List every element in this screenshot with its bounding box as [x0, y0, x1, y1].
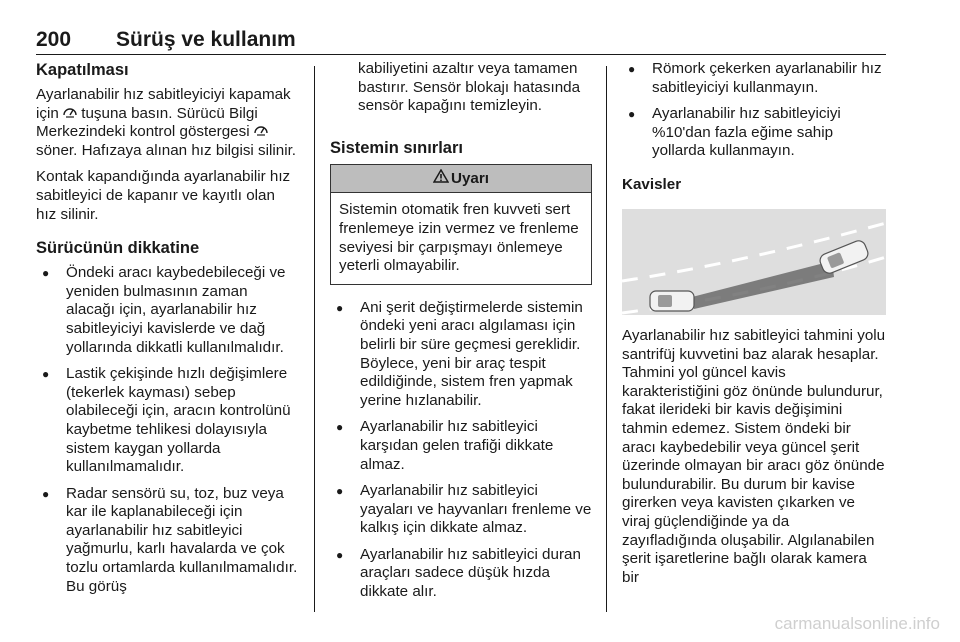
- curve-illustration: [622, 209, 886, 315]
- list-item: ● Ayarlanabilir hız sabitleyici duran araçları sadece düşük hızda dikkate alır.: [330, 546, 592, 602]
- cruise-control-icon: [254, 123, 268, 142]
- paragraph-continued: kabiliyetini azaltır veya tamamen bastırır. Sensör blokajı hatasında sensör kapağını temizleyin.: [358, 60, 581, 115]
- attention-list: [36, 264, 298, 596]
- list-item: ● Ayarlanabilir hız sabitleyici karşıdan gelen trafiği dikkate almaz.: [330, 418, 592, 474]
- watermark: carmanualsonline.info: [774, 614, 940, 633]
- heading-limits: Sistemin sınırları: [330, 138, 463, 157]
- own-car-icon: [650, 291, 694, 311]
- paragraph-ignition: Kontak kapandığında ayarlanabilir hız sabitleyici de kapanır ve kayıtlı olan hız silinir.: [36, 168, 291, 223]
- column-2: [330, 60, 592, 610]
- cruise-control-icon: [63, 105, 77, 124]
- list-item: ● Ayarlanabilir hız sabitleyiciyi %10'dan fazla eğime sahip yollarda kullanmayın.: [622, 105, 886, 161]
- warning-text: Sistemin otomatik fren kuvveti sert frenlemeye izin vermez ve frenleme seviyesi bir çarpışmayı önlemeye yeterli olmayabilir.: [339, 201, 579, 275]
- list-item: ● Lastik çekişinde hızlı değişimlere (tekerlek kayması) sebep olabileceği için, aracın kontrolünü kaybetme tehlikesi dolayısıyla sistem kaygan yollarda kullanılmamalıdır.: [36, 365, 298, 477]
- warning-triangle-icon: [433, 169, 449, 188]
- list-item: ● Radar sensörü su, toz, buz veya kar ile kaplanabileceği için ayarlanabilir hız sabitleyici yağmurlu, karlı havalarda ve çok tozlu ortamlarda kullanılmamalıdır. Bu görüş: [36, 485, 298, 597]
- limits-list-continued: [622, 60, 886, 161]
- heading-off: Kapatılması: [36, 61, 129, 79]
- heading-curves: Kavisler: [622, 175, 682, 193]
- page-header: [36, 28, 886, 55]
- list-item: ● Öndeki aracı kaybedebileceği ve yeniden bulmasının zaman alacağı için, ayarlanabilir hız sabitleyiciyi kavislerde ve dağ yollarında dikkatli kullanılmalıdır.: [36, 264, 298, 357]
- list-item: ● Ani şerit değiştirmelerde sistemin öndeki yeni aracı algılaması için belirli bir süre geçmesi gereklidir. Böylece, yeni bir araç tespit edildiğinde, sistem fren yapmak yerine hızlanabilir.: [330, 299, 592, 411]
- section-title: Sürüş ve kullanım: [116, 28, 296, 51]
- warning-header: [331, 165, 591, 194]
- column-1: [36, 60, 298, 604]
- paragraph-curves: Ayarlanabilir hız sabitleyici tahmini yolu santrifüj kuvvetini baz alarak hesaplar. Tahmini yol güncel kavis karakteristiğini göz önünde bulundurur, fakat ilerideki bir kavis değişimini tahmin edemez. Sistem öndeki bir aracı kaybedebilir veya güncel şerit üzerinde olmayan bir aracı göz önünde bulundurabilir. Bu durum bir kavise girerken veya kavisten çıkarken ve viraj güçlendiğinde ya da zayıfladığında oluşabilir. Algılanabilen şerit işaretlerine bağlı olarak kamera bir: [622, 326, 886, 586]
- page-number: 200: [36, 28, 72, 51]
- paragraph-off: Ayarlanabilir hız sabitleyiciyi kapamak için tuşuna basın. Sürücü Bilgi Merkezindeki kontrol göstergesi söner. Hafızaya alınan hız bilgisi silinir.: [36, 86, 297, 159]
- column-divider: [314, 66, 315, 612]
- list-item: ● Römork çekerken ayarlanabilir hız sabitleyiciyi kullanmayın.: [622, 60, 886, 97]
- limits-list: [330, 299, 592, 602]
- column-3: [622, 60, 886, 595]
- heading-attention: Sürücünün dikkatine: [36, 239, 200, 258]
- column-divider: [606, 66, 607, 612]
- list-item: ● Ayarlanabilir hız sabitleyici yayaları ve hayvanları frenleme ve kalkış için dikkate almaz.: [330, 482, 592, 538]
- warning-box: [330, 164, 592, 285]
- warning-title: Uyarı: [451, 169, 489, 187]
